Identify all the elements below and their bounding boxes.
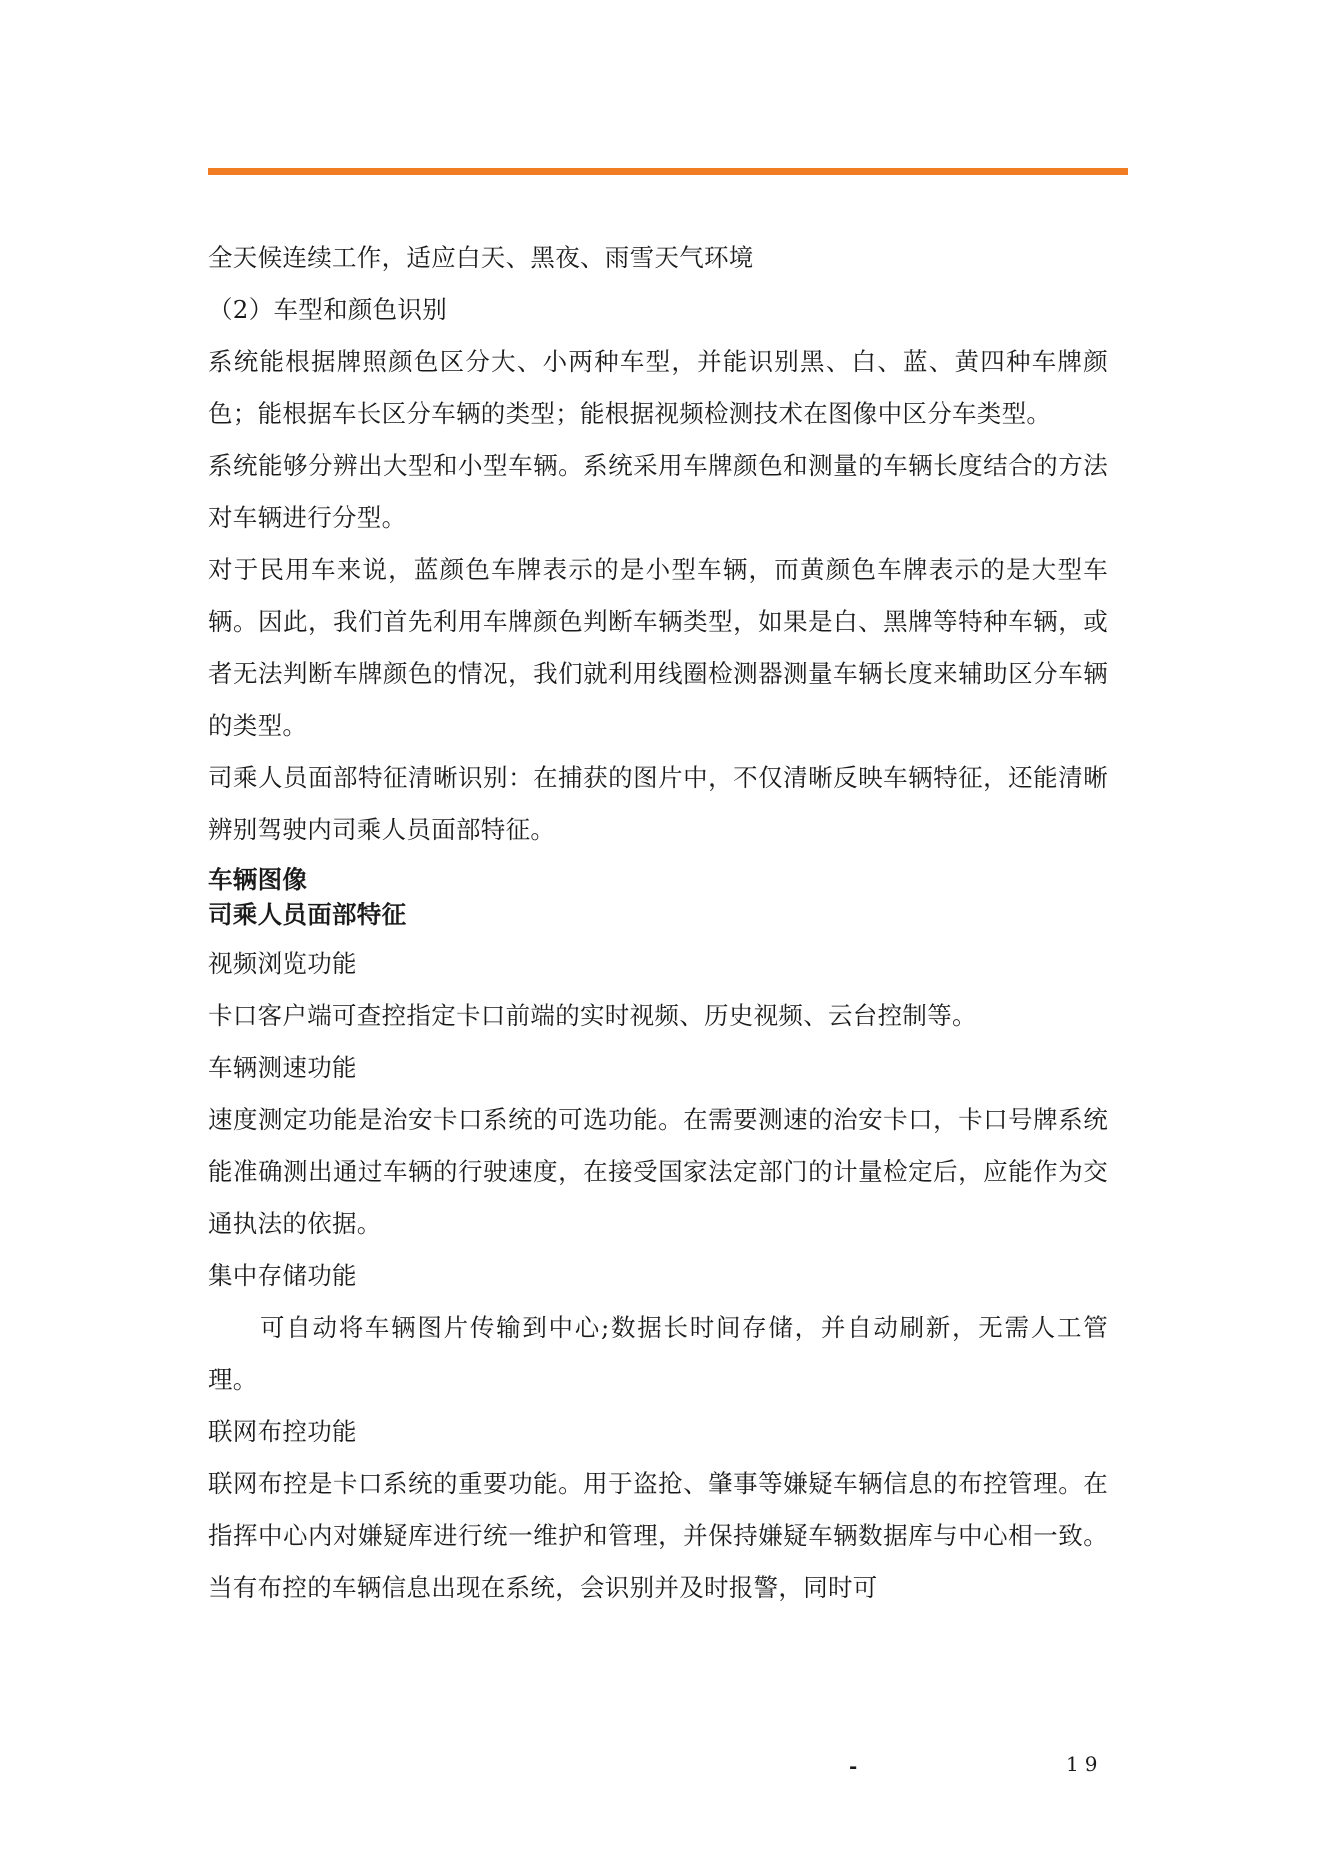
section-heading: （2）车型和颜色识别 xyxy=(208,295,448,324)
body-paragraph: 全天候连续工作，适应白天、黑夜、雨雪天气环境 xyxy=(208,243,754,272)
body-paragraph: 可自动将车辆图片传输到中心;数据长时间存储，并自动刷新，无需人工管理。 xyxy=(208,1313,1108,1394)
body-paragraph: 司乘人员面部特征清晰识别：在捕获的图片中，不仅清晰反映车辆特征，还能清晰辨别驾驶内司乘人员面部特征。 xyxy=(208,763,1108,844)
section-heading: 联网布控功能 xyxy=(208,1417,357,1446)
image-caption: 司乘人员面部特征 xyxy=(208,900,407,929)
body-paragraph: 系统能根据牌照颜色区分大、小两种车型，并能识别黑、白、蓝、黄四种车牌颜色；能根据车长区分车辆的类型；能根据视频检测技术在图像中区分车类型。 xyxy=(208,347,1108,428)
footer-dash: - xyxy=(849,1754,858,1778)
header-rule xyxy=(208,168,1128,175)
body-paragraph: 系统能够分辨出大型和小型车辆。系统采用车牌颜色和测量的车辆长度结合的方法对车辆进行分型。 xyxy=(208,451,1108,532)
body-paragraph: 卡口客户端可查控指定卡口前端的实时视频、历史视频、云台控制等。 xyxy=(208,1001,977,1030)
section-heading: 车辆测速功能 xyxy=(208,1053,357,1082)
body-paragraph: 速度测定功能是治安卡口系统的可选功能。在需要测速的治安卡口，卡口号牌系统能准确测出通过车辆的行驶速度，在接受国家法定部门的计量检定后，应能作为交通执法的依据。 xyxy=(208,1105,1108,1238)
image-caption-block xyxy=(208,862,1108,932)
body-paragraph: 联网布控是卡口系统的重要功能。用于盗抢、肇事等嫌疑车辆信息的布控管理。在指挥中心内对嫌疑库进行统一维护和管理，并保持嫌疑车辆数据库与中心相一致。当有布控的车辆信息出现在系统，会识别并及时报警，同时可 xyxy=(208,1469,1108,1602)
body-paragraph: 对于民用车来说，蓝颜色车牌表示的是小型车辆，而黄颜色车牌表示的是大型车辆。因此，我们首先利用车牌颜色判断车辆类型，如果是白、黑牌等特种车辆，或者无法判断车牌颜色的情况，我们就利用线圈检测器测量车辆长度来辅助区分车辆的类型。 xyxy=(208,555,1108,740)
page-number: 19 xyxy=(1066,1752,1104,1776)
section-heading: 视频浏览功能 xyxy=(208,949,357,978)
document-body xyxy=(208,232,1108,1614)
section-heading: 集中存储功能 xyxy=(208,1261,357,1290)
page-footer xyxy=(0,1752,1323,1782)
image-caption: 车辆图像 xyxy=(208,865,308,894)
